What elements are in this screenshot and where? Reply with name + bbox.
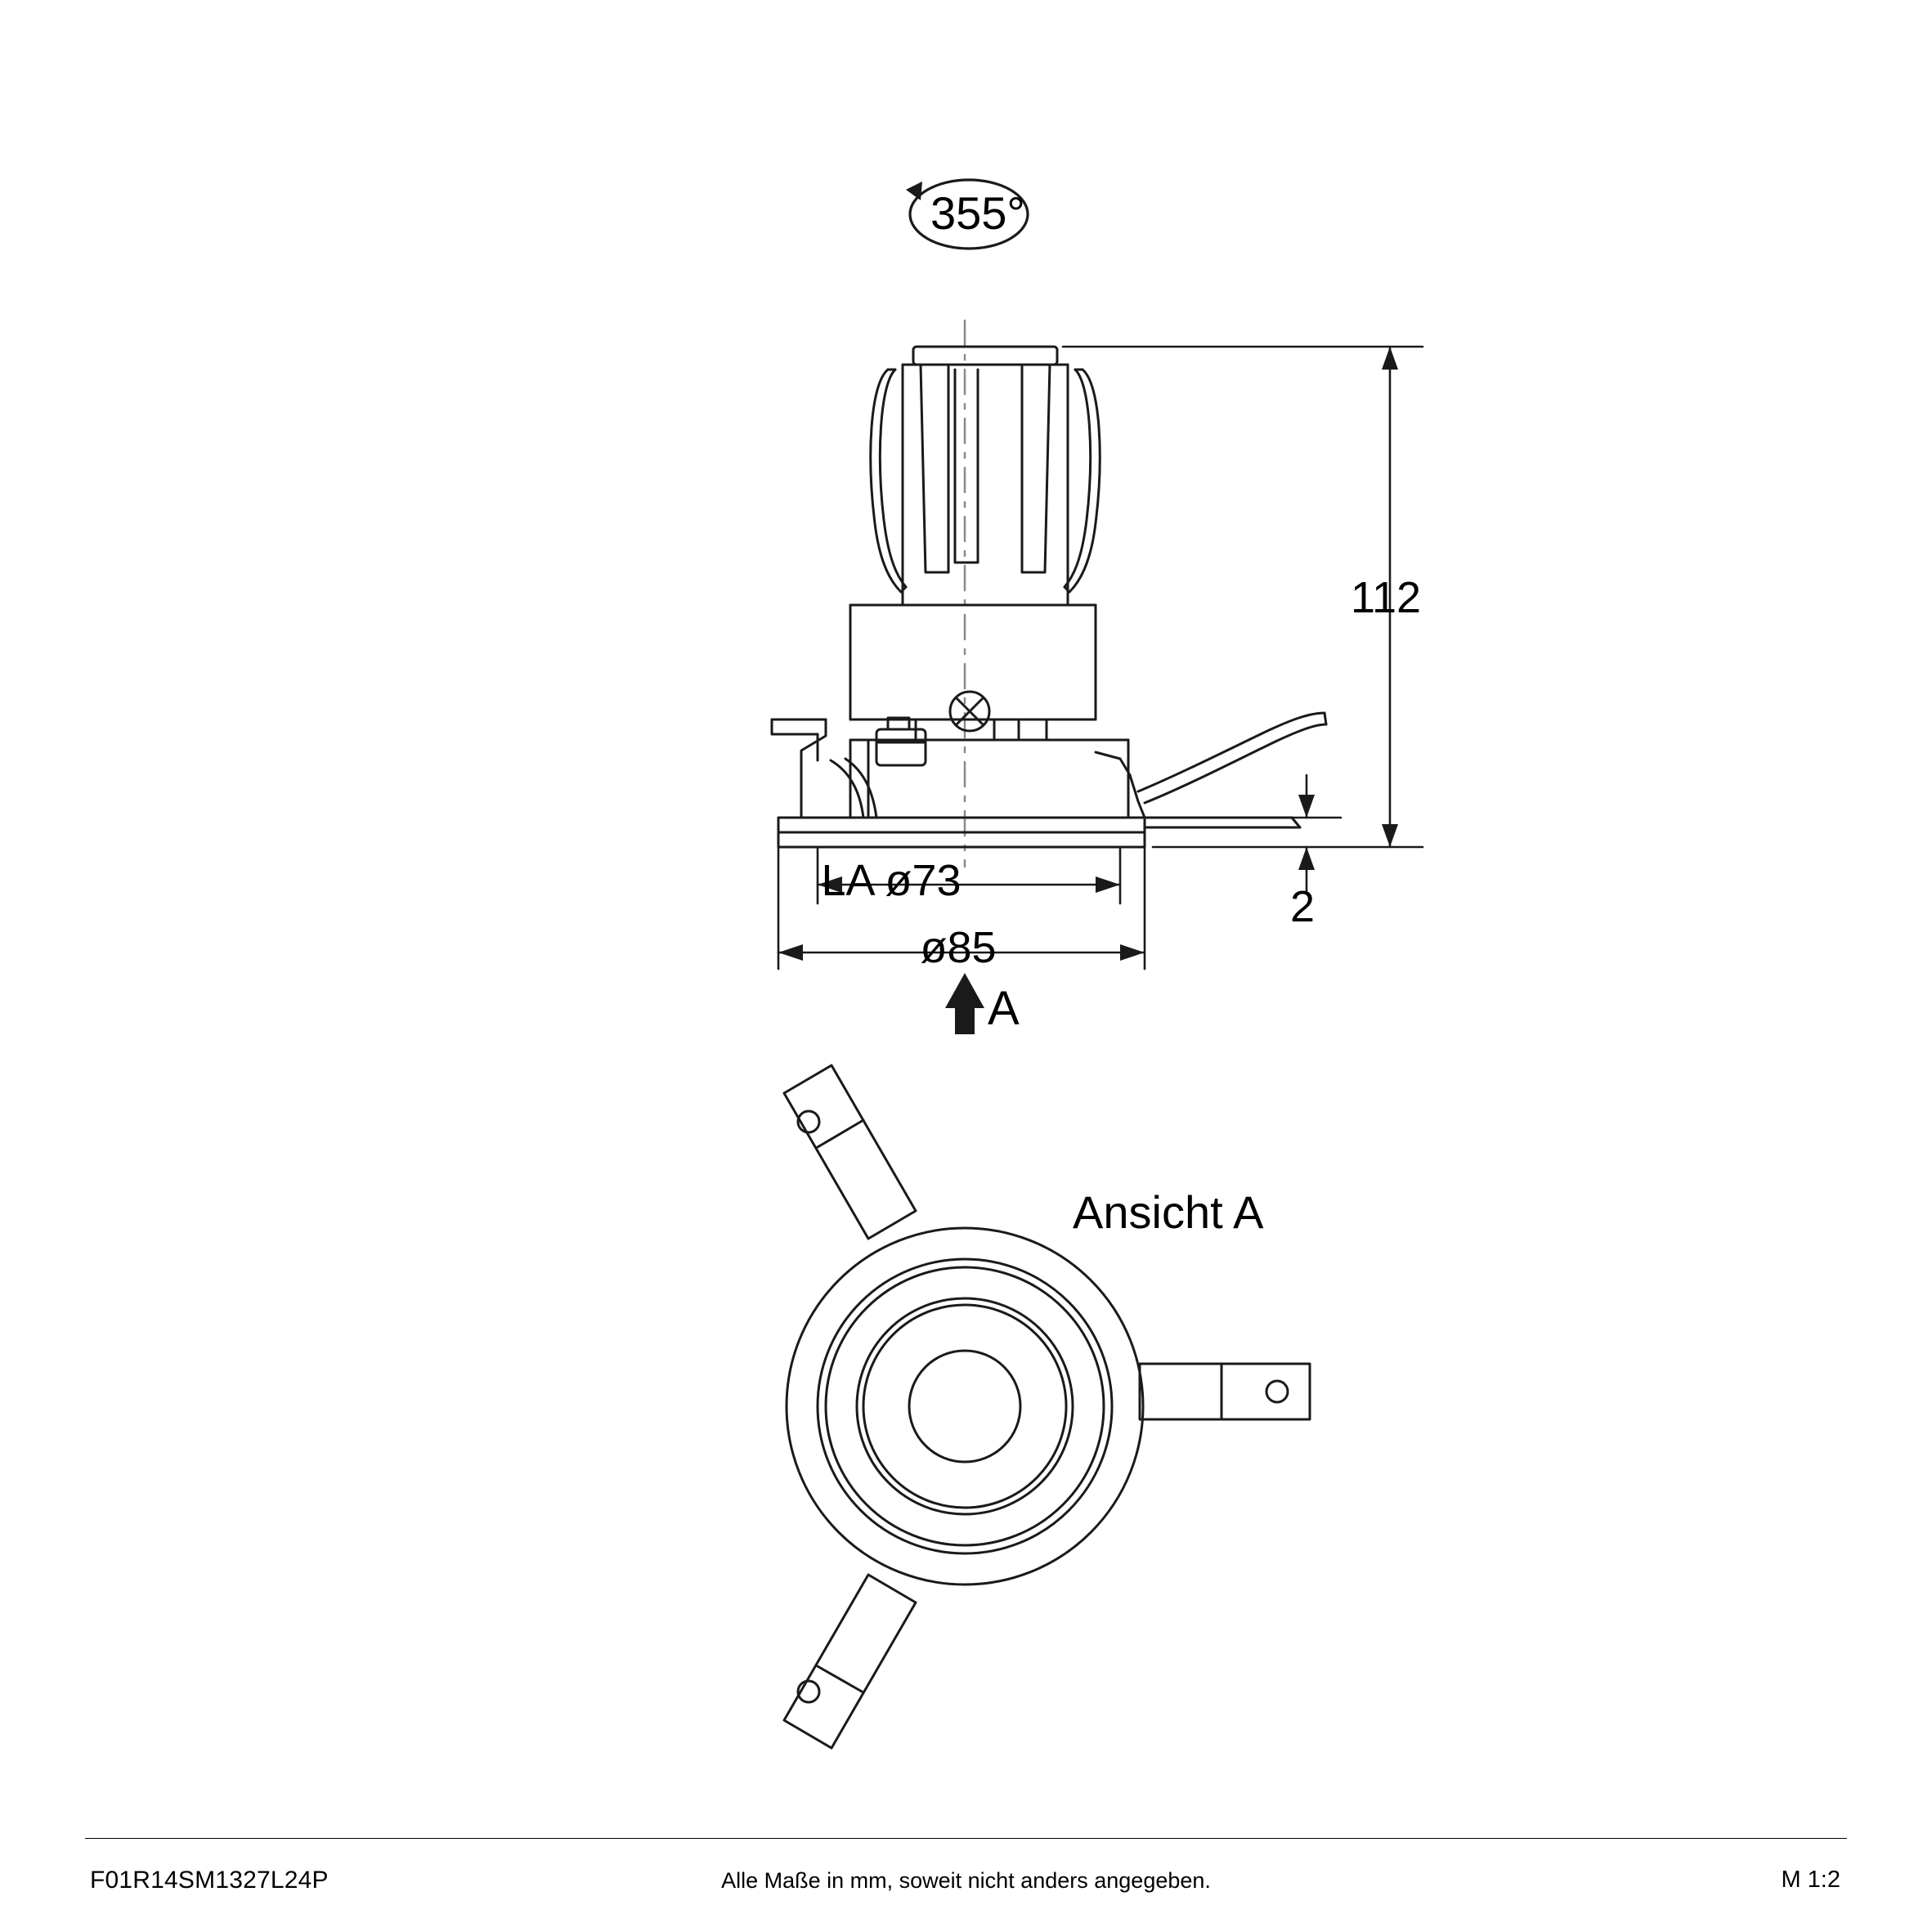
view-a-label: Ansicht A — [1073, 1186, 1264, 1238]
cutout-dimension-label: LA ø73 — [821, 856, 962, 905]
plan-view — [784, 1065, 1310, 1748]
measurement-note: Alle Maße in mm, soweit nicht anders angegeben. — [721, 1868, 1211, 1893]
rotation-label: 355° — [930, 187, 1025, 239]
section-arrow-a — [945, 973, 984, 1034]
article-number: F01R14SM1327L24P — [90, 1867, 329, 1894]
thickness-dimension-label: 2 — [1290, 882, 1316, 931]
side-view-section — [772, 321, 1326, 867]
section-arrow-label: A — [988, 982, 1020, 1035]
scale-label: M 1:2 — [1781, 1867, 1840, 1893]
footer-divider — [85, 1838, 1847, 1839]
height-dimension-label: 112 — [1351, 573, 1422, 622]
outer-diameter-label: ø85 — [920, 923, 997, 972]
